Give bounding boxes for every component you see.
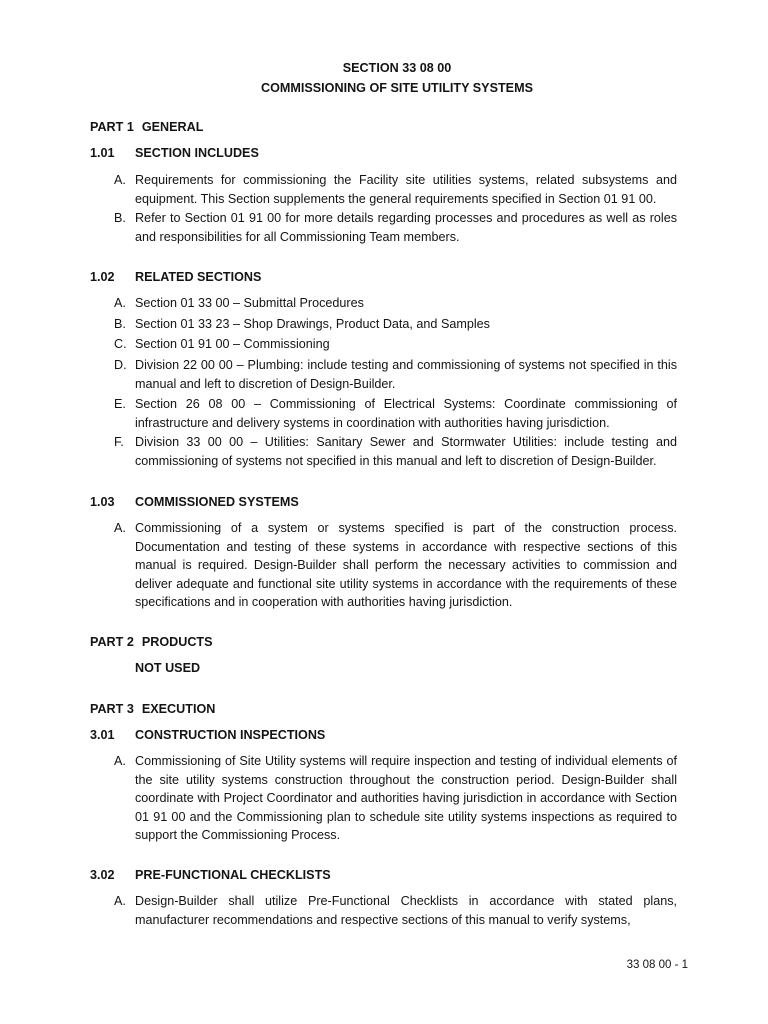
list-item-1-02-b: [114, 315, 677, 334]
list-item-1-02-a: [114, 294, 677, 313]
list-text: Requirements for commissioning the Facility site utilities systems, related subsystems and equipment. This Section supplements the general requirements specified in Section 01 91 00.: [135, 173, 677, 206]
section-number-title: SECTION 33 08 00: [342, 61, 452, 75]
part-3-number: PART 3: [90, 702, 134, 716]
list-text: Commissioning of Site Utility systems will require inspection and testing of individual elements of the site utility systems construction throughout the construction period. Design-Builder shall coordinate with Project Coordinator and authorities having jurisdiction in accordance with Section 01 91 00 and the Commissioning plan to schedule site utility systems inspections as required to support the Commissioning Process.: [135, 754, 677, 843]
list-letter: A.: [114, 894, 126, 908]
list-text: Section 01 91 00 – Commissioning: [135, 337, 330, 351]
part-3-label: EXECUTION: [141, 702, 216, 716]
part-2-heading: [90, 633, 213, 651]
section-1-03-title: COMMISSIONED SYSTEMS: [135, 495, 299, 509]
section-3-02-heading: [90, 866, 331, 884]
list-letter: A.: [114, 173, 126, 187]
document-title: [0, 58, 768, 98]
section-3-01-heading: [90, 726, 325, 744]
section-1-03-number: 1.03: [90, 495, 115, 509]
part-3-heading: [90, 700, 215, 718]
list-letter: B.: [114, 211, 126, 225]
list-text: Section 01 33 00 – Submittal Procedures: [135, 296, 364, 310]
list-letter: A.: [114, 754, 126, 768]
part-1-number: PART 1: [90, 120, 134, 134]
part-2-number: PART 2: [90, 635, 134, 649]
part-2-label: PRODUCTS: [141, 635, 213, 649]
section-1-01-number: 1.01: [90, 146, 115, 160]
list-item-1-02-f: [114, 433, 677, 470]
part-1-label: GENERAL: [141, 120, 204, 134]
list-letter: F.: [114, 435, 124, 449]
section-3-01-title: CONSTRUCTION INSPECTIONS: [135, 728, 326, 742]
section-name-title: COMMISSIONING OF SITE UTILITY SYSTEMS: [261, 81, 533, 95]
part-2-note: NOT USED: [135, 661, 201, 675]
list-letter: C.: [114, 337, 127, 351]
section-1-03-heading: [90, 493, 299, 511]
list-letter: D.: [114, 358, 127, 372]
list-text: Section 01 33 23 – Shop Drawings, Product Data, and Samples: [135, 317, 490, 331]
list-item-1-02-d: [114, 356, 677, 393]
list-item-3-01-a: [114, 752, 677, 845]
section-3-01-number: 3.01: [90, 728, 115, 742]
section-1-02-heading: [90, 268, 261, 286]
section-1-02-number: 1.02: [90, 270, 115, 284]
list-letter: B.: [114, 317, 126, 331]
section-1-01-heading: [90, 144, 259, 162]
section-3-02-title: PRE-FUNCTIONAL CHECKLISTS: [135, 868, 331, 882]
list-text: Division 33 00 00 – Utilities: Sanitary Sewer and Stormwater Utilities: include testing and commissioning of systems not specified in this manual and left to discretion of Design-Builder.: [135, 435, 677, 468]
list-text: Design-Builder shall utilize Pre-Functional Checklists in accordance with stated plans, manufacturer recommendations and respective sections of this manual to verify systems,: [135, 894, 677, 927]
list-item-3-02-a: [114, 892, 677, 929]
list-text: Section 26 08 00 – Commissioning of Electrical Systems: Coordinate commissioning of infrastructure and delivery systems in coordination with authorities having jurisdiction.: [135, 397, 677, 430]
section-1-02-title: RELATED SECTIONS: [135, 270, 262, 284]
list-letter: E.: [114, 397, 126, 411]
part-1-heading: [90, 118, 203, 136]
list-item-1-01-a: [114, 171, 677, 208]
list-text: Refer to Section 01 91 00 for more details regarding processes and procedures as well as roles and responsibilities for all Commissioning Team members.: [135, 211, 677, 244]
list-item-1-01-b: [114, 209, 677, 246]
section-3-02-number: 3.02: [90, 868, 115, 882]
page-footer-number: 33 08 00 - 1: [626, 959, 688, 971]
list-text: Division 22 00 00 – Plumbing: include testing and commissioning of systems not specified in this manual and left to discretion of Design-Builder.: [135, 358, 677, 391]
list-item-1-02-c: [114, 335, 677, 354]
list-item-1-03-a: [114, 519, 677, 612]
list-letter: A.: [114, 521, 126, 535]
list-text: Commissioning of a system or systems specified is part of the construction process. Documentation and testing of these systems in accordance with respective sections of this manual is required. Design-Builder shall perform the necessary activities to commission and deliver adequate and functional site utility systems in accordance with the requirements of these specifications and in cooperation with authorities having jurisdiction.: [135, 521, 677, 610]
list-letter: A.: [114, 296, 126, 310]
section-1-01-title: SECTION INCLUDES: [135, 146, 259, 160]
list-item-1-02-e: [114, 395, 677, 432]
